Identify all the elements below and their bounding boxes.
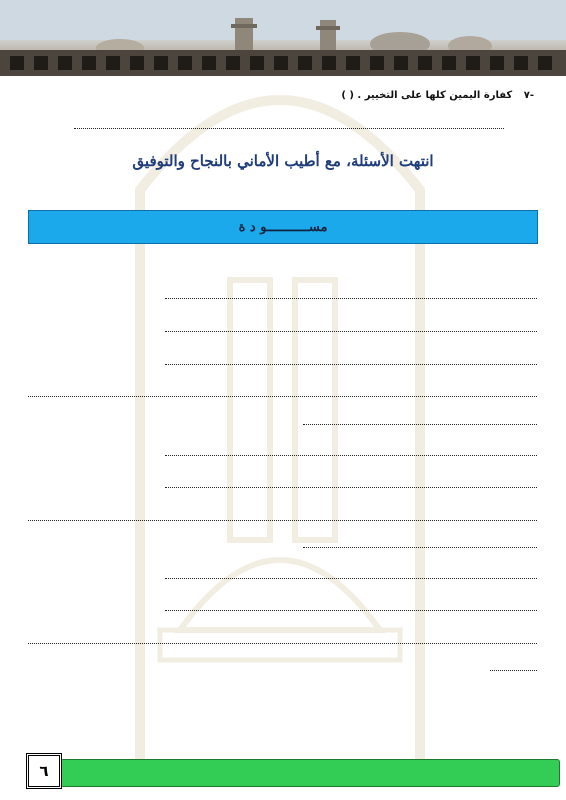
draft-line[interactable] (165, 455, 537, 456)
watermark-emblem (120, 70, 440, 760)
draft-label: مســـــــــــو د ة (238, 219, 328, 235)
mosque-banner-image (0, 0, 566, 76)
draft-line[interactable] (28, 396, 537, 397)
header-banner (0, 0, 566, 76)
answer-line[interactable] (74, 128, 504, 129)
footer-bar (60, 759, 560, 787)
draft-line[interactable] (28, 643, 537, 644)
closing-message: انتهت الأسئلة، مع أطيب الأماني بالنجاح والتوفيق (132, 152, 434, 170)
draft-line[interactable] (490, 670, 537, 671)
question-7 (341, 90, 534, 101)
draft-line[interactable] (165, 578, 537, 579)
draft-line[interactable] (165, 610, 537, 611)
question-text: كفارة اليمين كلها على التخيير . ( ) (341, 90, 513, 101)
draft-line[interactable] (165, 364, 537, 365)
question-number: -٧ (523, 90, 534, 101)
draft-line[interactable] (165, 487, 537, 488)
draft-header-box (28, 210, 538, 244)
draft-line[interactable] (28, 520, 537, 521)
page-number-box (26, 753, 62, 789)
draft-line[interactable] (165, 298, 537, 299)
draft-line[interactable] (303, 424, 537, 425)
draft-line[interactable] (303, 547, 537, 548)
draft-line[interactable] (165, 331, 537, 332)
page-number: ٦ (39, 762, 49, 780)
